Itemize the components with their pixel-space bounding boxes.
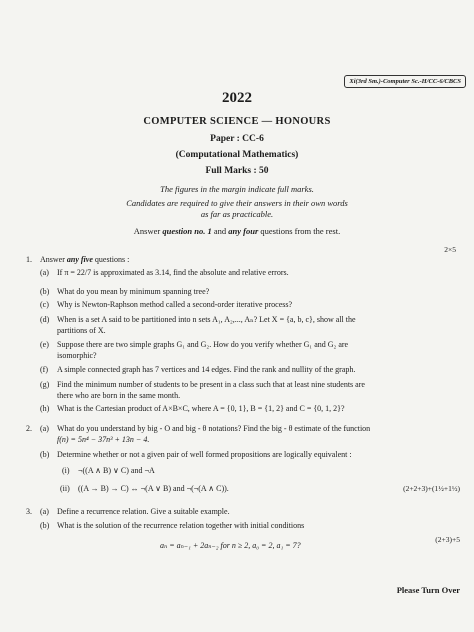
q1-part-b: (b) xyxy=(40,287,50,296)
paper-code: Xi(3rd Sm.)-Computer Sc.-H/CC-6/CBCS xyxy=(344,75,466,88)
q2-b-ii-text: ((A → B) → C) ↔ ¬(A ∨ B) and ¬(¬(A ∧ C)). xyxy=(78,484,229,493)
q2-part-a-text: What do you understand by big - O and big - θ notations? Find the big - θ estimate of the function f(n) = 5n⁴ − 37n³ + 13n − 4. xyxy=(57,424,371,444)
q1-part-e-text: Suppose there are two simple graphs G₁ and G₂. How do you verify whether G₁ and G₂ are isomorphic? xyxy=(57,340,349,360)
q1-part-b-text: What do you mean by minimum spanning tree? xyxy=(57,287,210,296)
note-figures: The figures in the margin indicate full marks. xyxy=(160,184,314,194)
question-number: 2. xyxy=(26,424,32,433)
q1-part-a: (a) xyxy=(40,268,49,277)
subject-title: COMPUTER SCIENCE — HONOURS xyxy=(143,116,331,127)
q3-part-a: (a) xyxy=(40,507,49,516)
q1-part-a-text: If π = 22/7 is approximated as 3.14, find the absolute and relative errors. xyxy=(57,268,289,277)
q1-part-g-text: Find the minimum number of students to be present in a class such that at least nine students are there who are born in the same month. xyxy=(57,380,365,400)
question-marks: (2+2+3)+(1½+1½) xyxy=(403,484,460,493)
q2-b-i-text: ¬((A ∧ B) ∨ C) and ¬A xyxy=(78,466,155,475)
q2-part-b-text: Determine whether or not a given pair of well formed propositions are logically equivalent : xyxy=(57,450,352,459)
q3-part-b-text: What is the solution of the recurrence relation together with initial conditions xyxy=(57,521,305,530)
question-intro: Answer any five questions : xyxy=(40,255,130,264)
q1-part-h-text: What is the Cartesian product of A×B×C, where A = {0, 1}, B = {1, 2} and C = {0, 1, 2}? xyxy=(57,404,345,413)
q1-part-e: (e) xyxy=(40,340,49,349)
recurrence-formula: aₙ = aₙ₋₁ + 2aₙ₋₂ for n ≥ 2, a₀ = 2, a₁ = 7? xyxy=(160,541,301,550)
question-number: 3. xyxy=(26,507,32,516)
paper-name: (Computational Mathematics) xyxy=(175,150,299,160)
question-marks: 2×5 xyxy=(444,245,456,254)
q1-part-h: (h) xyxy=(40,404,50,413)
full-marks: Full Marks : 50 xyxy=(205,166,269,176)
q1-part-f-text: A simple connected graph has 7 vertices and 14 edges. Find the rank and nullity of the graph. xyxy=(57,365,356,374)
note-candidates: Candidates are required to give their answers in their own words as far as practicable. xyxy=(126,198,348,219)
question-number: 1. xyxy=(26,255,32,264)
paper-number: Paper : CC-6 xyxy=(210,134,264,144)
q3-part-a-text: Define a recurrence relation. Give a suitable example. xyxy=(57,507,230,516)
please-turn-over: Please Turn Over xyxy=(396,585,460,595)
q2-part-a: (a) xyxy=(40,424,49,433)
q1-part-c: (c) xyxy=(40,300,49,309)
q2-part-b: (b) xyxy=(40,450,50,459)
q1-part-f: (f) xyxy=(40,365,48,374)
question-marks: (2+3)+5 xyxy=(435,535,460,544)
q1-part-d-text: When is a set A said to be partitioned into n sets A₁, A₂,..., Aₙ? Let X = {a, b, c}, show all the partitions of X. xyxy=(57,315,356,335)
q3-part-b: (b) xyxy=(40,521,50,530)
q1-part-d: (d) xyxy=(40,315,50,324)
q1-part-c-text: Why is Newton-Raphson method called a second-order iterative process? xyxy=(57,300,293,309)
q2-b-ii: (ii) xyxy=(60,484,70,493)
q1-part-g: (g) xyxy=(40,380,50,389)
exam-year: 2022 xyxy=(222,90,252,106)
q2-b-i: (i) xyxy=(62,466,70,475)
instruction: Answer question no. 1 and any four questions from the rest. xyxy=(133,226,341,236)
